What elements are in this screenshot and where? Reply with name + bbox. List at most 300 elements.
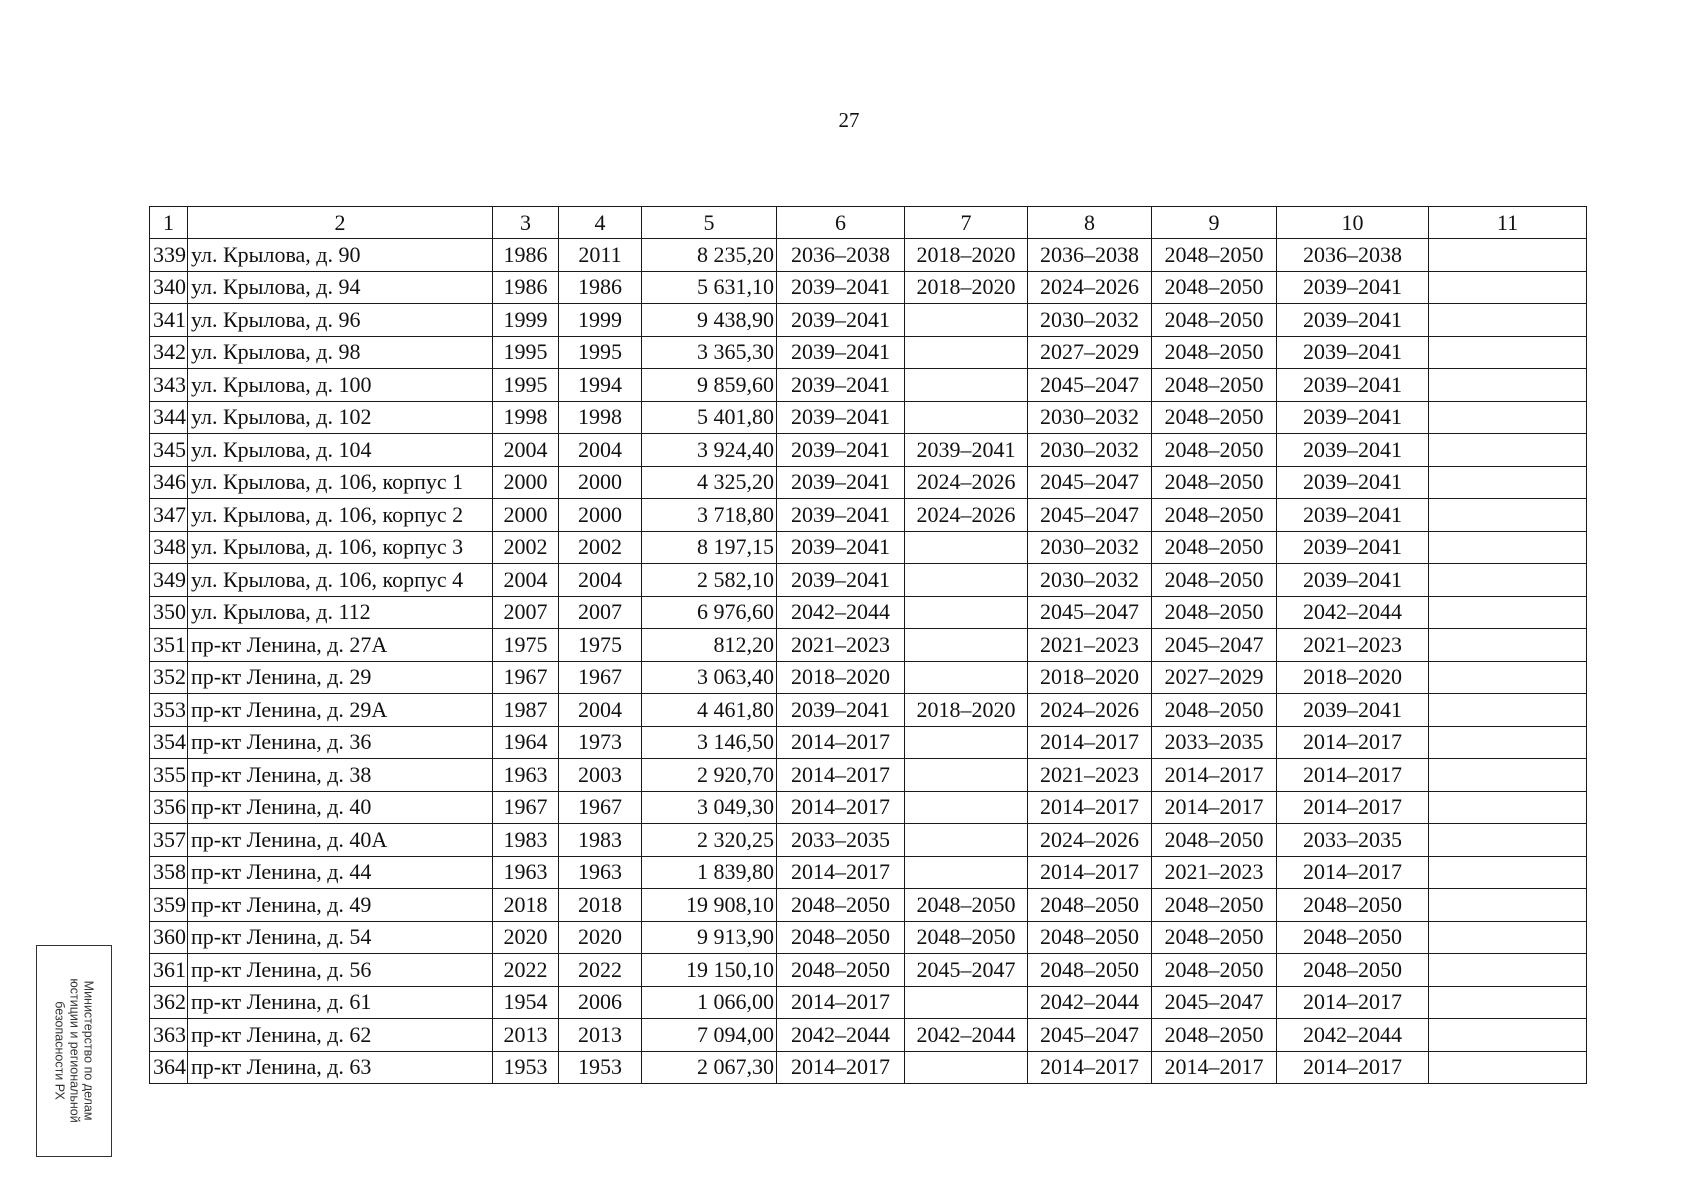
note-cell [1429, 466, 1587, 499]
period-cell: 2048–2050 [905, 921, 1028, 954]
period-cell: 2048–2050 [1152, 304, 1277, 337]
period-cell: 2048–2050 [1152, 596, 1277, 629]
row-number-cell: 339 [150, 239, 188, 272]
period-cell: 2042–2044 [1277, 1019, 1429, 1052]
period-cell: 2042–2044 [1028, 986, 1152, 1019]
period-cell: 2048–2050 [1152, 694, 1277, 727]
year-cell: 2020 [493, 921, 559, 954]
table-row [150, 336, 1587, 369]
year-cell: 1967 [559, 791, 642, 824]
table-row [150, 304, 1587, 337]
table-row [150, 986, 1587, 1019]
column-header: 1 [150, 207, 188, 239]
period-cell [905, 629, 1028, 662]
note-cell [1429, 596, 1587, 629]
period-cell: 2030–2032 [1028, 531, 1152, 564]
period-cell [905, 986, 1028, 1019]
year-cell: 1963 [559, 856, 642, 889]
year-cell: 2020 [559, 921, 642, 954]
area-cell: 4 461,80 [642, 694, 777, 727]
note-cell [1429, 726, 1587, 759]
period-cell: 2021–2023 [1152, 856, 1277, 889]
year-cell: 1973 [559, 726, 642, 759]
year-cell: 1986 [559, 271, 642, 304]
period-cell: 2039–2041 [1277, 694, 1429, 727]
table-row [150, 369, 1587, 402]
year-cell: 2004 [559, 694, 642, 727]
year-cell: 1995 [493, 336, 559, 369]
year-cell: 2022 [559, 954, 642, 987]
period-cell: 2014–2017 [1277, 856, 1429, 889]
note-cell [1429, 661, 1587, 694]
period-cell: 2048–2050 [1152, 434, 1277, 467]
note-cell [1429, 304, 1587, 337]
period-cell: 2014–2017 [777, 726, 905, 759]
year-cell: 2007 [559, 596, 642, 629]
year-cell: 2004 [493, 434, 559, 467]
period-cell: 2014–2017 [777, 759, 905, 792]
address-cell: ул. Крылова, д. 100 [188, 369, 493, 402]
period-cell: 2027–2029 [1152, 661, 1277, 694]
note-cell [1429, 1019, 1587, 1052]
area-cell: 5 631,10 [642, 271, 777, 304]
area-cell: 7 094,00 [642, 1019, 777, 1052]
period-cell: 2048–2050 [1277, 954, 1429, 987]
stamp-line: Министерство по делам [81, 981, 96, 1121]
address-cell: ул. Крылова, д. 96 [188, 304, 493, 337]
area-cell: 6 976,60 [642, 596, 777, 629]
note-cell [1429, 629, 1587, 662]
period-cell: 2042–2044 [777, 596, 905, 629]
stamp-text [52, 979, 95, 1123]
address-cell: ул. Крылова, д. 106, корпус 1 [188, 466, 493, 499]
area-cell: 8 235,20 [642, 239, 777, 272]
period-cell: 2048–2050 [1152, 531, 1277, 564]
period-cell: 2045–2047 [1028, 466, 1152, 499]
year-cell: 1986 [493, 239, 559, 272]
period-cell: 2048–2050 [1152, 824, 1277, 857]
note-cell [1429, 531, 1587, 564]
column-header: 2 [188, 207, 493, 239]
period-cell: 2039–2041 [777, 466, 905, 499]
address-cell: пр-кт Ленина, д. 38 [188, 759, 493, 792]
address-cell: пр-кт Ленина, д. 40 [188, 791, 493, 824]
row-number-cell: 346 [150, 466, 188, 499]
period-cell: 2042–2044 [1277, 596, 1429, 629]
period-cell: 2039–2041 [1277, 564, 1429, 597]
note-cell [1429, 564, 1587, 597]
address-cell: ул. Крылова, д. 94 [188, 271, 493, 304]
period-cell: 2048–2050 [1152, 954, 1277, 987]
period-cell: 2014–2017 [777, 986, 905, 1019]
address-cell: ул. Крылова, д. 90 [188, 239, 493, 272]
period-cell: 2018–2020 [777, 661, 905, 694]
period-cell: 2024–2026 [905, 499, 1028, 532]
year-cell: 1998 [493, 401, 559, 434]
column-header: 11 [1429, 207, 1587, 239]
area-cell: 2 320,25 [642, 824, 777, 857]
note-cell [1429, 694, 1587, 727]
period-cell: 2039–2041 [777, 304, 905, 337]
column-header: 9 [1152, 207, 1277, 239]
year-cell: 1954 [493, 986, 559, 1019]
address-cell: пр-кт Ленина, д. 49 [188, 889, 493, 922]
period-cell: 2014–2017 [1277, 791, 1429, 824]
page-number: 27 [838, 108, 860, 132]
table-header-row [150, 207, 1587, 239]
period-cell: 2014–2017 [777, 856, 905, 889]
period-cell [905, 336, 1028, 369]
year-cell: 1964 [493, 726, 559, 759]
note-cell [1429, 824, 1587, 857]
column-header: 4 [559, 207, 642, 239]
stamp-line: безопасности РХ [52, 1001, 67, 1101]
period-cell [905, 596, 1028, 629]
period-cell: 2039–2041 [777, 369, 905, 402]
note-cell [1429, 271, 1587, 304]
table-body [150, 239, 1587, 1084]
period-cell: 2048–2050 [1277, 921, 1429, 954]
year-cell: 2002 [493, 531, 559, 564]
address-cell: ул. Крылова, д. 112 [188, 596, 493, 629]
period-cell: 2048–2050 [1028, 921, 1152, 954]
period-cell [905, 759, 1028, 792]
row-number-cell: 360 [150, 921, 188, 954]
year-cell: 1967 [493, 791, 559, 824]
column-header: 7 [905, 207, 1028, 239]
area-cell: 3 049,30 [642, 791, 777, 824]
period-cell: 2018–2020 [1277, 661, 1429, 694]
table-row [150, 1019, 1587, 1052]
note-cell [1429, 369, 1587, 402]
period-cell: 2045–2047 [905, 954, 1028, 987]
note-cell [1429, 954, 1587, 987]
row-number-cell: 363 [150, 1019, 188, 1052]
area-cell: 19 150,10 [642, 954, 777, 987]
area-cell: 8 197,15 [642, 531, 777, 564]
note-cell [1429, 986, 1587, 1019]
period-cell: 2039–2041 [1277, 434, 1429, 467]
period-cell: 2014–2017 [1028, 856, 1152, 889]
period-cell: 2018–2020 [1028, 661, 1152, 694]
table-row [150, 791, 1587, 824]
period-cell: 2024–2026 [1028, 271, 1152, 304]
year-cell: 2000 [559, 499, 642, 532]
period-cell: 2021–2023 [777, 629, 905, 662]
table-row [150, 629, 1587, 662]
area-cell: 4 325,20 [642, 466, 777, 499]
table-row [150, 661, 1587, 694]
period-cell: 2039–2041 [1277, 531, 1429, 564]
table-row [150, 856, 1587, 889]
period-cell: 2014–2017 [1152, 791, 1277, 824]
area-cell: 3 063,40 [642, 661, 777, 694]
area-cell: 9 859,60 [642, 369, 777, 402]
period-cell: 2036–2038 [1028, 239, 1152, 272]
period-cell: 2048–2050 [1152, 921, 1277, 954]
row-number-cell: 353 [150, 694, 188, 727]
year-cell: 2003 [559, 759, 642, 792]
column-header: 3 [493, 207, 559, 239]
year-cell: 1987 [493, 694, 559, 727]
column-header: 8 [1028, 207, 1152, 239]
table-row [150, 921, 1587, 954]
period-cell: 2014–2017 [1152, 1051, 1277, 1084]
area-cell: 9 438,90 [642, 304, 777, 337]
address-cell: пр-кт Ленина, д. 44 [188, 856, 493, 889]
note-cell [1429, 499, 1587, 532]
note-cell [1429, 434, 1587, 467]
period-cell: 2021–2023 [1277, 629, 1429, 662]
row-number-cell: 364 [150, 1051, 188, 1084]
area-cell: 1 839,80 [642, 856, 777, 889]
period-cell: 2045–2047 [1152, 986, 1277, 1019]
year-cell: 2011 [559, 239, 642, 272]
address-cell: ул. Крылова, д. 98 [188, 336, 493, 369]
row-number-cell: 349 [150, 564, 188, 597]
year-cell: 2000 [559, 466, 642, 499]
period-cell: 2030–2032 [1028, 564, 1152, 597]
table-row [150, 759, 1587, 792]
year-cell: 2004 [493, 564, 559, 597]
period-cell: 2039–2041 [777, 531, 905, 564]
year-cell: 1994 [559, 369, 642, 402]
table-row [150, 726, 1587, 759]
period-cell: 2039–2041 [777, 401, 905, 434]
period-cell: 2033–2035 [1277, 824, 1429, 857]
area-cell: 5 401,80 [642, 401, 777, 434]
area-cell: 2 067,30 [642, 1051, 777, 1084]
period-cell: 2014–2017 [1277, 759, 1429, 792]
period-cell: 2021–2023 [1028, 629, 1152, 662]
year-cell: 2007 [493, 596, 559, 629]
period-cell: 2039–2041 [777, 434, 905, 467]
row-number-cell: 359 [150, 889, 188, 922]
year-cell: 1998 [559, 401, 642, 434]
table-row [150, 271, 1587, 304]
address-cell: пр-кт Ленина, д. 61 [188, 986, 493, 1019]
row-number-cell: 362 [150, 986, 188, 1019]
period-cell [905, 661, 1028, 694]
area-cell: 2 582,10 [642, 564, 777, 597]
area-cell: 3 924,40 [642, 434, 777, 467]
year-cell: 2004 [559, 564, 642, 597]
area-cell: 3 365,30 [642, 336, 777, 369]
period-cell: 2045–2047 [1028, 596, 1152, 629]
area-cell: 2 920,70 [642, 759, 777, 792]
period-cell: 2030–2032 [1028, 434, 1152, 467]
table-row [150, 499, 1587, 532]
period-cell: 2048–2050 [1152, 239, 1277, 272]
area-cell: 9 913,90 [642, 921, 777, 954]
note-cell [1429, 856, 1587, 889]
period-cell: 2048–2050 [1152, 564, 1277, 597]
period-cell: 2045–2047 [1028, 369, 1152, 402]
period-cell: 2042–2044 [777, 1019, 905, 1052]
period-cell: 2048–2050 [1152, 369, 1277, 402]
row-number-cell: 358 [150, 856, 188, 889]
period-cell [905, 369, 1028, 402]
row-number-cell: 341 [150, 304, 188, 337]
period-cell: 2048–2050 [777, 921, 905, 954]
row-number-cell: 352 [150, 661, 188, 694]
period-cell: 2033–2035 [777, 824, 905, 857]
table-row [150, 1051, 1587, 1084]
note-cell [1429, 1051, 1587, 1084]
period-cell: 2036–2038 [777, 239, 905, 272]
year-cell: 1995 [559, 336, 642, 369]
address-cell: ул. Крылова, д. 106, корпус 4 [188, 564, 493, 597]
address-cell: пр-кт Ленина, д. 40А [188, 824, 493, 857]
period-cell [905, 304, 1028, 337]
period-cell: 2014–2017 [1028, 1051, 1152, 1084]
year-cell: 1963 [493, 759, 559, 792]
period-cell: 2014–2017 [1028, 791, 1152, 824]
area-cell: 3 718,80 [642, 499, 777, 532]
period-cell: 2048–2050 [905, 889, 1028, 922]
table-row [150, 466, 1587, 499]
period-cell [905, 824, 1028, 857]
table-row [150, 564, 1587, 597]
year-cell: 1953 [493, 1051, 559, 1084]
period-cell: 2018–2020 [905, 694, 1028, 727]
period-cell: 2048–2050 [1152, 1019, 1277, 1052]
table-row [150, 954, 1587, 987]
note-cell [1429, 401, 1587, 434]
row-number-cell: 354 [150, 726, 188, 759]
period-cell: 2014–2017 [1277, 726, 1429, 759]
year-cell: 1967 [559, 661, 642, 694]
row-number-cell: 348 [150, 531, 188, 564]
table-row [150, 239, 1587, 272]
year-cell: 2013 [559, 1019, 642, 1052]
row-number-cell: 356 [150, 791, 188, 824]
period-cell: 2039–2041 [905, 434, 1028, 467]
area-cell: 19 908,10 [642, 889, 777, 922]
period-cell: 2039–2041 [777, 271, 905, 304]
table-row [150, 434, 1587, 467]
note-cell [1429, 791, 1587, 824]
year-cell: 1983 [559, 824, 642, 857]
period-cell: 2039–2041 [777, 336, 905, 369]
row-number-cell: 347 [150, 499, 188, 532]
year-cell: 2018 [493, 889, 559, 922]
table-row [150, 694, 1587, 727]
period-cell: 2036–2038 [1277, 239, 1429, 272]
address-cell: пр-кт Ленина, д. 62 [188, 1019, 493, 1052]
period-cell [905, 1051, 1028, 1084]
address-cell: пр-кт Ленина, д. 29 [188, 661, 493, 694]
period-cell: 2048–2050 [1152, 401, 1277, 434]
period-cell: 2018–2020 [905, 271, 1028, 304]
period-cell: 2048–2050 [1277, 889, 1429, 922]
period-cell: 2048–2050 [1152, 499, 1277, 532]
note-cell [1429, 239, 1587, 272]
period-cell: 2030–2032 [1028, 304, 1152, 337]
table-row [150, 531, 1587, 564]
row-number-cell: 345 [150, 434, 188, 467]
year-cell: 1963 [493, 856, 559, 889]
year-cell: 1975 [559, 629, 642, 662]
period-cell [905, 856, 1028, 889]
period-cell: 2042–2044 [905, 1019, 1028, 1052]
period-cell: 2045–2047 [1152, 629, 1277, 662]
row-number-cell: 344 [150, 401, 188, 434]
period-cell: 2048–2050 [1152, 271, 1277, 304]
period-cell: 2039–2041 [777, 694, 905, 727]
data-table [149, 206, 1587, 1084]
area-cell: 1 066,00 [642, 986, 777, 1019]
year-cell: 2002 [559, 531, 642, 564]
note-cell [1429, 336, 1587, 369]
year-cell: 1999 [493, 304, 559, 337]
period-cell: 2039–2041 [1277, 304, 1429, 337]
year-cell: 1995 [493, 369, 559, 402]
row-number-cell: 340 [150, 271, 188, 304]
period-cell: 2027–2029 [1028, 336, 1152, 369]
period-cell: 2014–2017 [1028, 726, 1152, 759]
period-cell: 2045–2047 [1028, 1019, 1152, 1052]
address-cell: пр-кт Ленина, д. 54 [188, 921, 493, 954]
year-cell: 2006 [559, 986, 642, 1019]
year-cell: 1967 [493, 661, 559, 694]
row-number-cell: 343 [150, 369, 188, 402]
column-header: 5 [642, 207, 777, 239]
year-cell: 1983 [493, 824, 559, 857]
address-cell: пр-кт Ленина, д. 56 [188, 954, 493, 987]
period-cell: 2024–2026 [1028, 824, 1152, 857]
row-number-cell: 357 [150, 824, 188, 857]
row-number-cell: 361 [150, 954, 188, 987]
period-cell: 2039–2041 [1277, 466, 1429, 499]
year-cell: 2013 [493, 1019, 559, 1052]
period-cell: 2048–2050 [777, 954, 905, 987]
period-cell: 2014–2017 [777, 791, 905, 824]
year-cell: 1975 [493, 629, 559, 662]
period-cell: 2048–2050 [777, 889, 905, 922]
column-header: 6 [777, 207, 905, 239]
column-header: 10 [1277, 207, 1429, 239]
table-row [150, 889, 1587, 922]
period-cell: 2030–2032 [1028, 401, 1152, 434]
period-cell: 2024–2026 [905, 466, 1028, 499]
address-cell: ул. Крылова, д. 102 [188, 401, 493, 434]
period-cell: 2039–2041 [777, 499, 905, 532]
period-cell: 2048–2050 [1152, 466, 1277, 499]
address-cell: пр-кт Ленина, д. 27А [188, 629, 493, 662]
period-cell: 2014–2017 [1152, 759, 1277, 792]
period-cell: 2039–2041 [1277, 401, 1429, 434]
period-cell: 2039–2041 [1277, 271, 1429, 304]
period-cell: 2039–2041 [777, 564, 905, 597]
table-row [150, 401, 1587, 434]
note-cell [1429, 921, 1587, 954]
stamp-line: юстиции и региональной [67, 978, 82, 1124]
area-cell: 812,20 [642, 629, 777, 662]
row-number-cell: 350 [150, 596, 188, 629]
period-cell: 2018–2020 [905, 239, 1028, 272]
row-number-cell: 355 [150, 759, 188, 792]
period-cell: 2014–2017 [1277, 986, 1429, 1019]
year-cell: 2000 [493, 466, 559, 499]
address-cell: ул. Крылова, д. 104 [188, 434, 493, 467]
period-cell: 2039–2041 [1277, 499, 1429, 532]
period-cell [905, 726, 1028, 759]
registration-stamp [36, 945, 112, 1157]
year-cell: 2000 [493, 499, 559, 532]
year-cell: 1986 [493, 271, 559, 304]
period-cell [905, 564, 1028, 597]
